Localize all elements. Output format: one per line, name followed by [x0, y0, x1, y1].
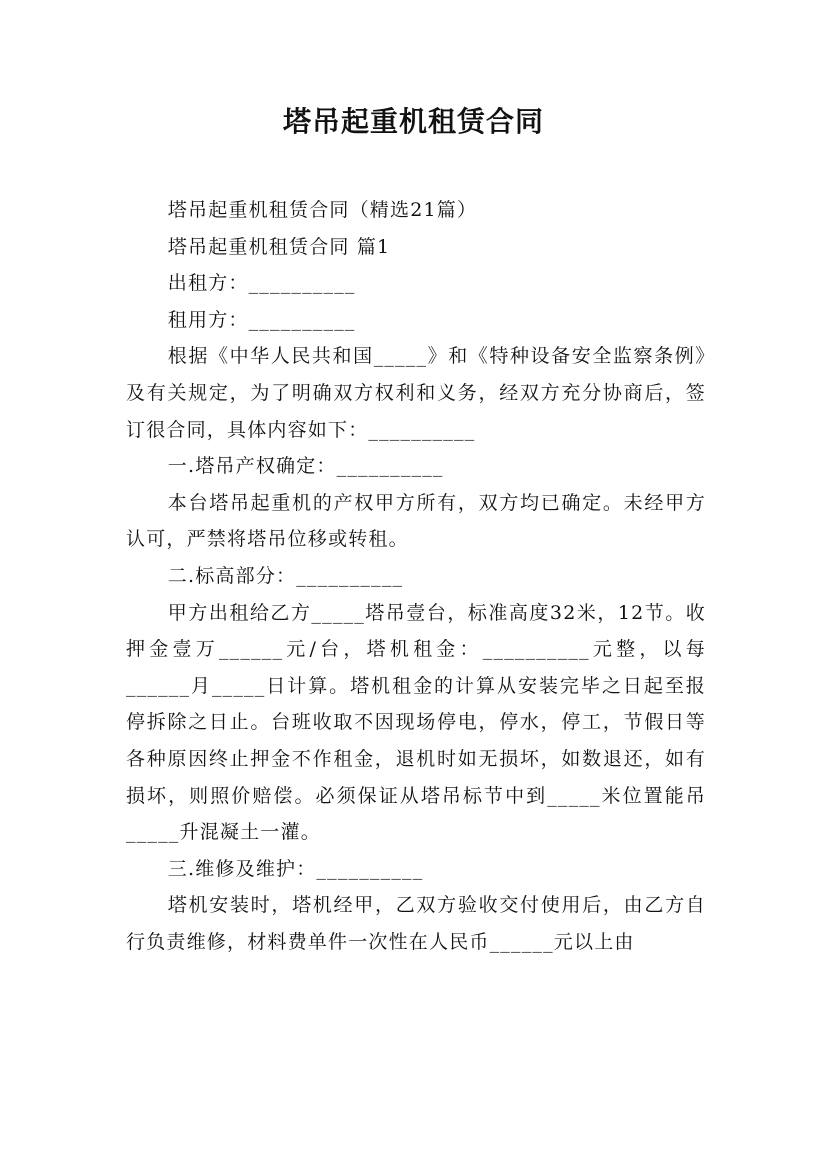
paragraph-heading-collection: 塔吊起重机租赁合同（精选21篇） [167, 199, 478, 221]
paragraph-section-2-body: 甲方出租给乙方_____塔吊壹台，标准高度32米，12节。收押金壹万______元/台，塔机租金：__________元整，以每______月_____日计算。塔机租金的计算从安装完毕之日起至报停拆除之日止。台班收取不因现场停电，停水，停工，节假日等各种原因终止押金不作租金，退机时如无损坏，如数退还，如有损坏，则照价赔偿。必须保证从塔吊标节中到_____米位置能吊_____升混凝土一灌。 [126, 601, 706, 844]
paragraph-lessor: 出租方：__________ [167, 272, 356, 295]
paragraph-preamble: 根据《中华人民共和国_____》和《特种设备安全监察条例》及有关规定，为了明确双方权利和义务，经双方充分协商后，签订很合同，具体内容如下：__________ [126, 345, 706, 441]
document-body [126, 192, 706, 960]
paragraph-section-1-heading: 一.塔吊产权确定：__________ [167, 455, 444, 478]
paragraph-section-3-heading: 三.维修及维护：__________ [167, 857, 424, 880]
paragraph-lessee: 租用方：__________ [167, 308, 356, 331]
paragraph-section-1-body: 本台塔吊起重机的产权甲方所有，双方均已确定。未经甲方认可，严禁将塔吊位移或转租。 [126, 491, 706, 551]
document-title: 塔吊起重机租赁合同 [282, 105, 544, 138]
paragraph-section-2-heading: 二.标高部分：__________ [167, 564, 404, 587]
paragraph-article-number: 塔吊起重机租赁合同 篇1 [167, 235, 391, 258]
paragraph-section-3-body: 塔机安装时，塔机经甲，乙双方验收交付使用后，由乙方自行负责维修，材料费单件一次性在人民币______元以上由 [126, 894, 706, 953]
